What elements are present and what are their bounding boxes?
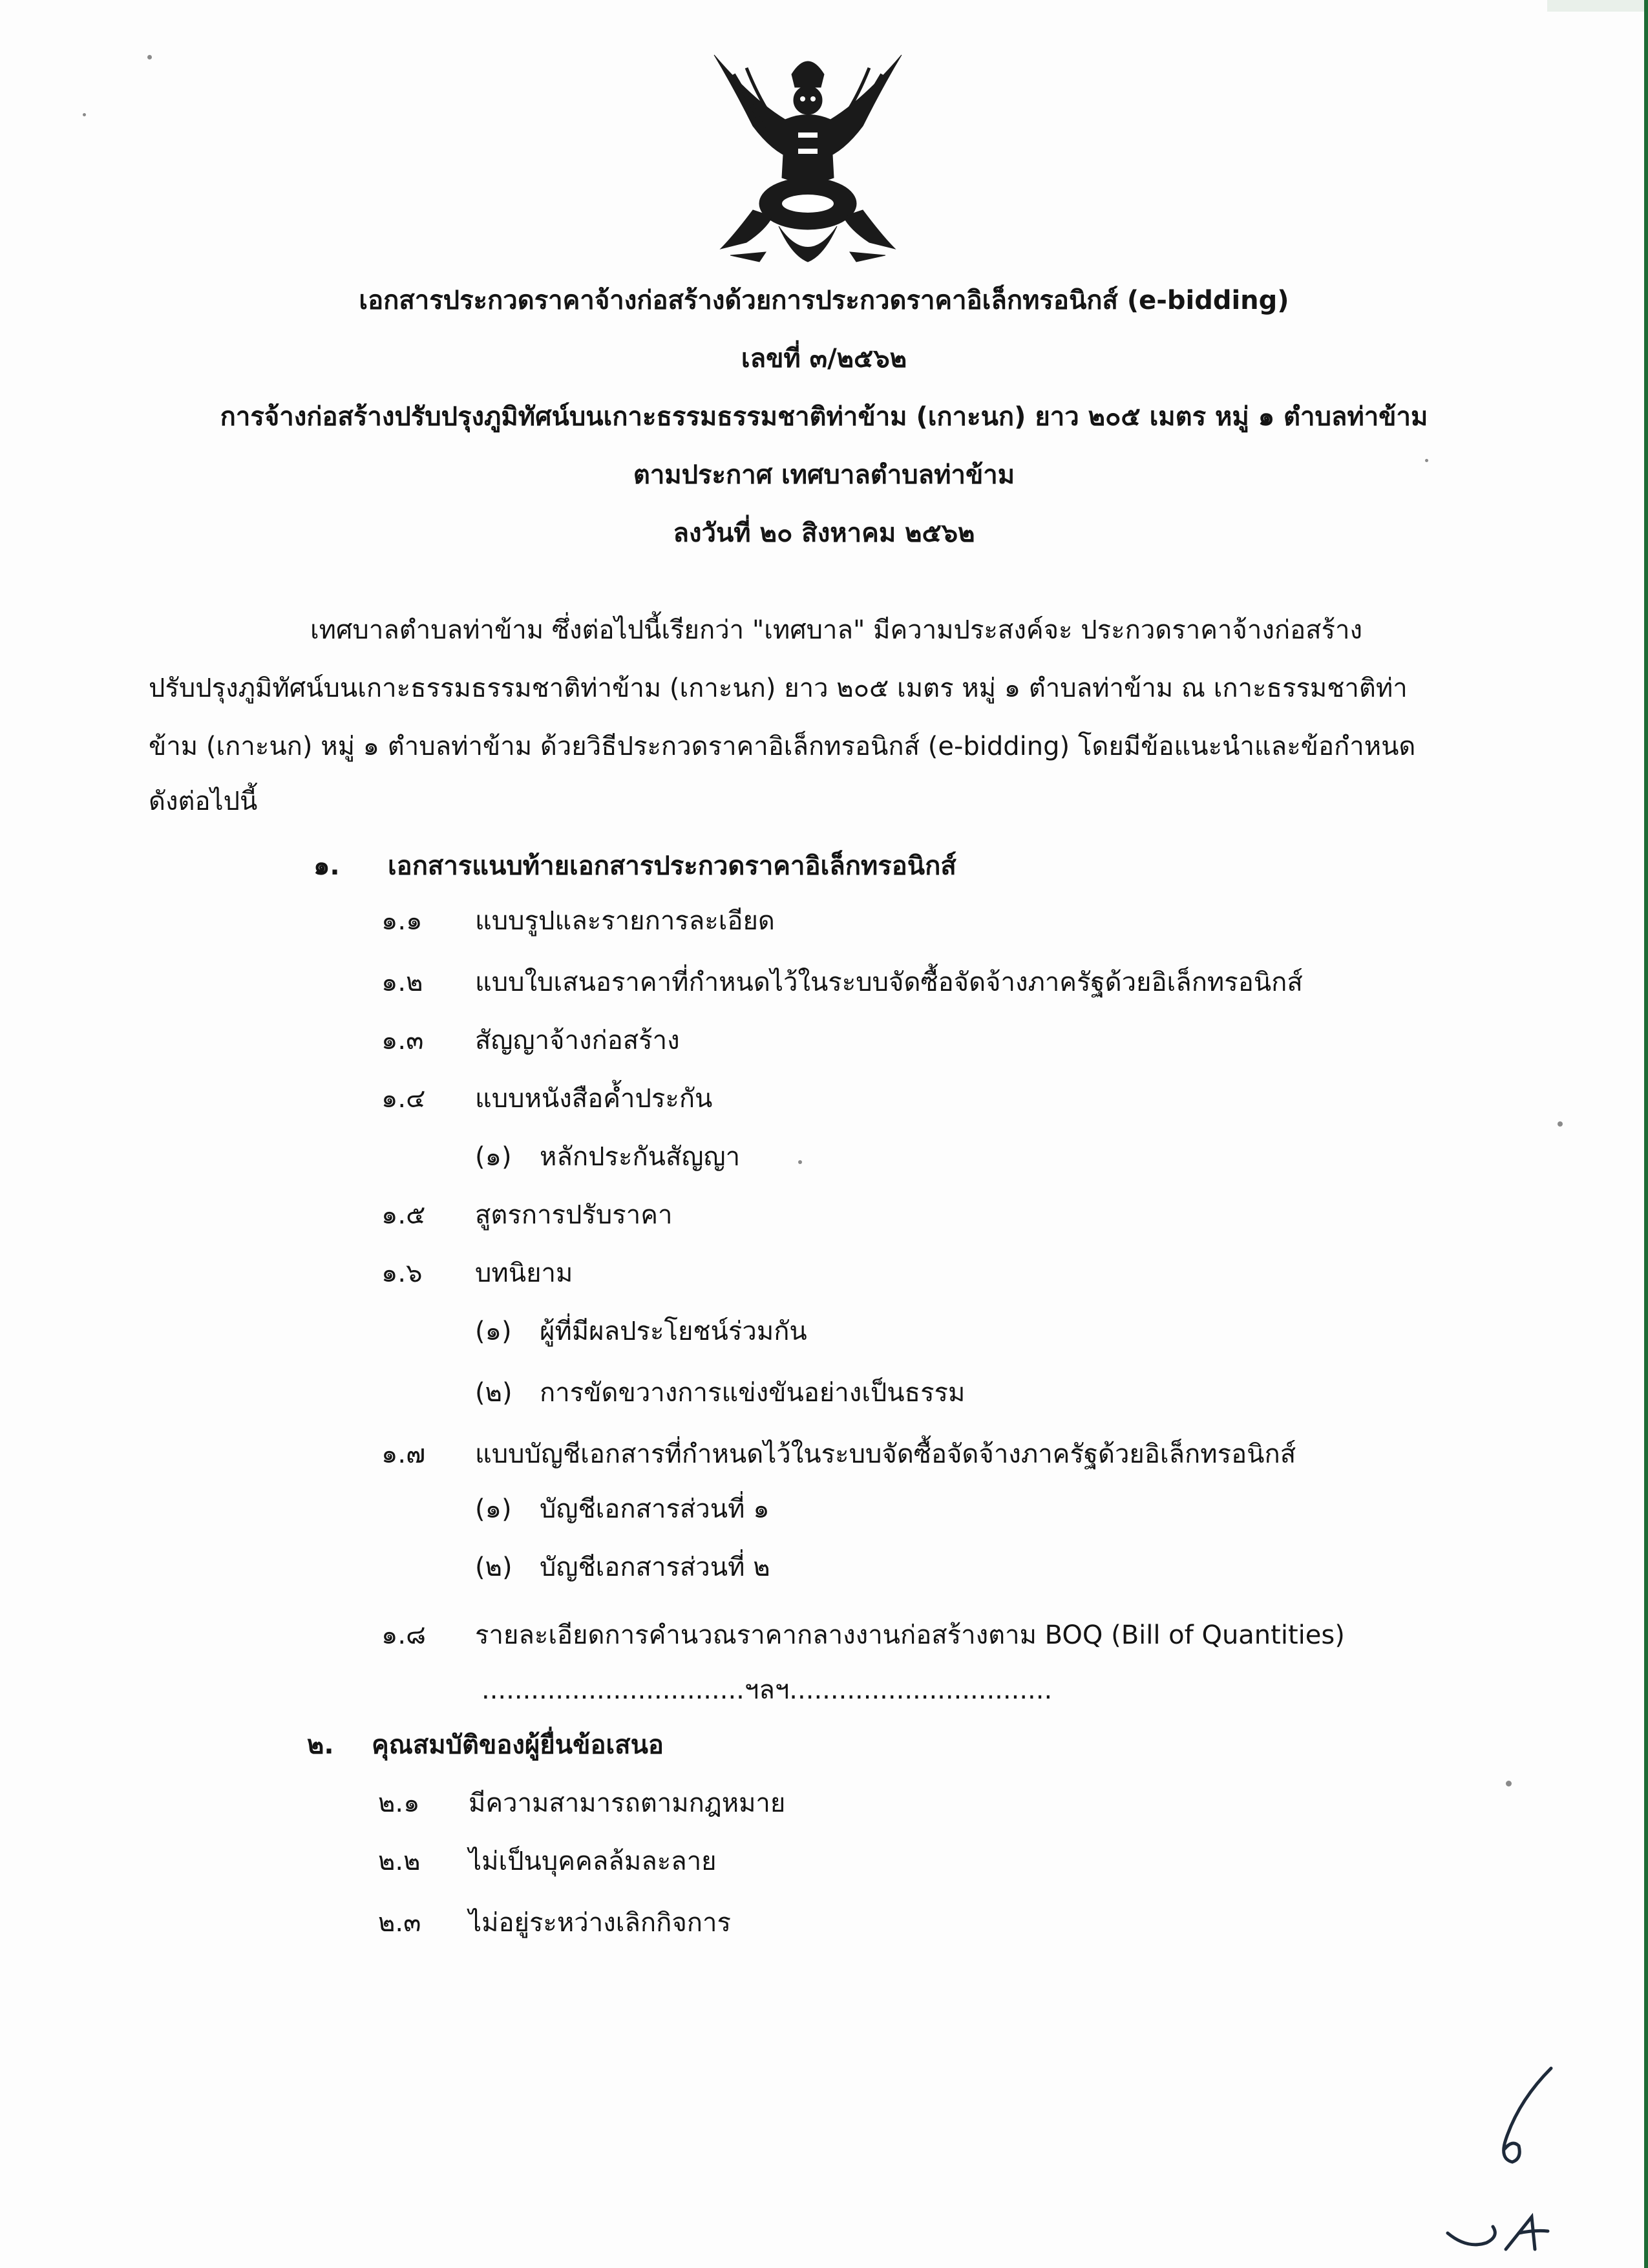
sub-item-text: บัญชีเอกสารส่วนที่ ๒	[540, 1553, 770, 1582]
list-item-text: แบบหนังสือค้ำประกัน	[475, 1084, 713, 1114]
list-item-number: ๑.๒	[381, 968, 423, 997]
intro-line-2: ปรับปรุงภูมิทัศน์บนเกาะธรรมธรรมชาติท่าข้าม (เกาะนก) ยาว ๒๐๕ เมตร หมู่ ๑ ตำบลท่าข้าม ณ เกาะธรรมชาติท่า	[149, 673, 1408, 703]
list-item-number: ๑.๔	[381, 1084, 426, 1114]
list-item-number: ๑.๓	[381, 1026, 424, 1055]
issuer-line: ตามประกาศ เทศบาลตำบลท่าข้าม	[633, 460, 1015, 490]
section2-heading: คุณสมบัติของผู้ยื่นข้อเสนอ	[372, 1730, 664, 1760]
list-item-text: แบบรูปและรายการละเอียด	[475, 906, 775, 936]
list-item-number: ๑.๘	[381, 1620, 426, 1650]
sub-item-text: ผู้ที่มีผลประโยชน์ร่วมกัน	[540, 1317, 807, 1346]
list-item-text: บทนิยาม	[475, 1258, 573, 1288]
list-item-number: ๑.๕	[381, 1200, 426, 1230]
sub-item-text: บัญชีเอกสารส่วนที่ ๑	[540, 1494, 770, 1524]
handwritten-initials	[1409, 2055, 1590, 2262]
section2-number: ๒.	[307, 1730, 334, 1760]
intro-line-4: ดังต่อไปนี้	[149, 787, 258, 816]
list-item-text: ไม่เป็นบุคคลล้มละลาย	[469, 1847, 717, 1876]
list-item-text: รายละเอียดการคำนวณราคากลางงานก่อสร้างตาม BOQ (Bill of Quantities)	[475, 1620, 1345, 1650]
scan-speck	[83, 113, 86, 116]
project-title: การจ้างก่อสร้างปรับปรุงภูมิทัศน์บนเกาะธรรมธรรมชาติท่าข้าม (เกาะนก) ยาว ๒๐๕ เมตร หมู่ ๑ ตำบลท่าข้าม	[220, 402, 1428, 432]
section1-number: ๑.	[313, 851, 340, 881]
list-item-text: แบบใบเสนอราคาที่กำหนดไว้ในระบบจัดซื้อจัดจ้างภาครัฐด้วยอิเล็กทรอนิกส์	[475, 968, 1303, 997]
list-item-text: สัญญาจ้างก่อสร้าง	[475, 1026, 680, 1055]
list-item-number: ๒.๓	[378, 1908, 421, 1938]
section1-heading: เอกสารแนบท้ายเอกสารประกวดราคาอิเล็กทรอนิกส์	[388, 851, 956, 881]
list-item-number: ๑.๖	[381, 1258, 423, 1288]
list-item-text: สูตรการปรับราคา	[475, 1200, 673, 1230]
sub-item-text: หลักประกันสัญญา	[540, 1142, 741, 1172]
sub-item-text: การขัดขวางการแข่งขันอย่างเป็นธรรม	[540, 1378, 966, 1408]
document-title: เอกสารประกวดราคาจ้างก่อสร้างด้วยการประกวดราคาอิเล็กทรอนิกส์ (e-bidding)	[359, 286, 1289, 315]
sub-item-number: (๑)	[475, 1142, 512, 1172]
intro-line-3: ข้าม (เกาะนก) หมู่ ๑ ตำบลท่าข้าม ด้วยวิธีประกวดราคาอิเล็กทรอนิกส์ (e-bidding) โดยมีข้อแนะนำและข้อกำหนด	[149, 732, 1416, 761]
scan-edge-top	[1547, 0, 1644, 12]
sub-item-number: (๒)	[475, 1378, 512, 1408]
scan-speck	[147, 55, 152, 59]
scan-speck	[798, 1160, 802, 1164]
intro-line-1: เทศบาลตำบลท่าข้าม ซึ่งต่อไปนี้เรียกว่า "เทศบาล" มีความประสงค์จะ ประกวดราคาจ้างก่อสร้าง	[310, 615, 1362, 645]
scan-speck	[1425, 459, 1428, 462]
sub-item-number: (๑)	[475, 1494, 512, 1524]
document-number: เลขที่ ๓/๒๕๖๒	[741, 344, 907, 374]
list-item-text: มีความสามารถตามกฎหมาย	[469, 1788, 786, 1818]
list-item-number: ๑.๑	[381, 906, 423, 936]
list-item-number: ๒.๑	[378, 1788, 420, 1818]
sub-item-number: (๒)	[475, 1553, 512, 1582]
list-item-number: ๒.๒	[378, 1847, 421, 1876]
scan-speck	[1558, 1121, 1563, 1127]
list-item-text: แบบบัญชีเอกสารที่กำหนดไว้ในระบบจัดซื้อจัดจ้างภาครัฐด้วยอิเล็กทรอนิกส์	[475, 1439, 1296, 1469]
document-date: ลงวันที่ ๒๐ สิงหาคม ๒๕๖๒	[673, 518, 975, 548]
list-item-number: ๑.๗	[381, 1439, 426, 1469]
scan-speck	[1506, 1781, 1512, 1786]
etc-line: ................................ฯลฯ................................	[481, 1675, 1053, 1705]
sub-item-number: (๑)	[475, 1317, 512, 1346]
list-item-text: ไม่อยู่ระหว่างเลิกกิจการ	[469, 1908, 731, 1938]
garuda-emblem-icon	[695, 48, 921, 278]
